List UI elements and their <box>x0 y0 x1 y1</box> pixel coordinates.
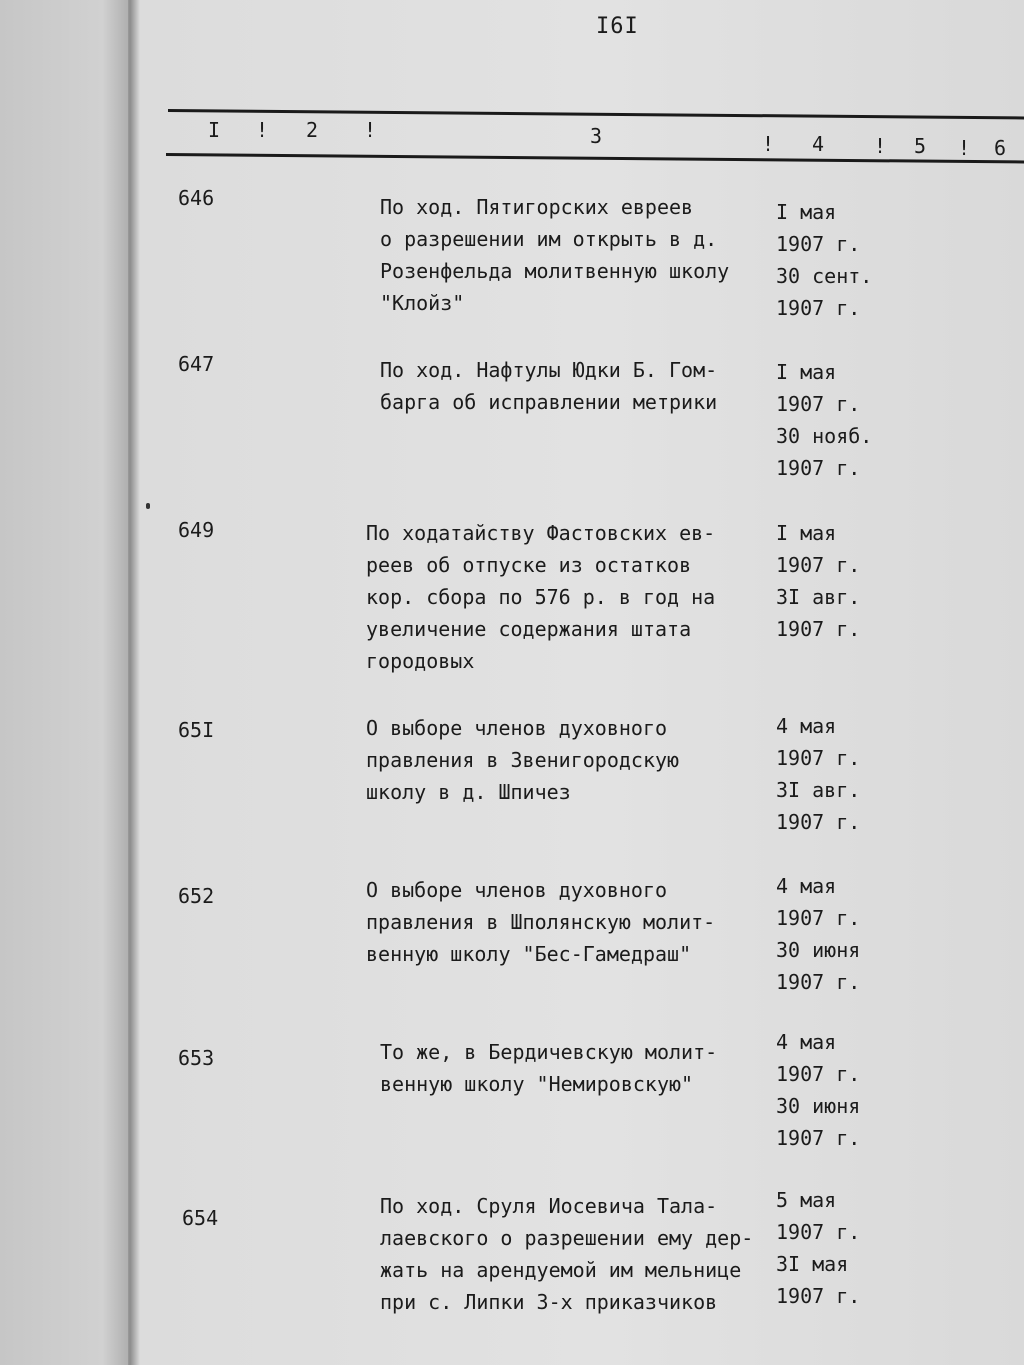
entry-description: То же, в Бердичевскую молит- венную школу "Немировскую" <box>380 1040 718 1096</box>
entry-dates: I мая 1907 г. 30 нояб. 1907 г. <box>776 360 873 480</box>
entry-number: 646 <box>178 186 215 210</box>
column-header-1: I <box>208 118 221 142</box>
entry-number: 647 <box>178 352 215 376</box>
entry-description: О выборе членов духовного правления в Шполянскую молит- венную школу "Бес-Гамедраш" <box>366 878 716 966</box>
entry-number: 654 <box>182 1206 219 1230</box>
entry-dates: 4 мая 1907 г. 30 июня 1907 г. <box>776 874 861 994</box>
table-header-bottom-rule <box>166 153 1024 164</box>
entry-number: 65I <box>178 718 215 742</box>
column-header-4: 4 <box>812 132 825 156</box>
column-header-6: 6 <box>994 136 1007 160</box>
column-header-5: 5 <box>914 134 927 158</box>
entry-description: По ходатайству Фастовских ев- реев об отпуске из остатков кор. сбора по 576 р. в год на увеличение содержания штата городовых <box>366 521 716 673</box>
entry-dates: 4 мая 1907 г. 3I авг. 1907 г. <box>776 714 861 834</box>
entry-description: По ход. Нафтулы Юдки Б. Гом- барга об исправлении метрики <box>380 358 718 414</box>
table-header-top-rule <box>168 109 1024 120</box>
entry-number: 653 <box>178 1046 215 1070</box>
column-separator: ! <box>762 132 775 156</box>
entry-dates: I мая 1907 г. 3I авг. 1907 г. <box>776 521 861 641</box>
entry-description: По ход. Пятигорских евреев о разрешении им открыть в д. Розенфельда молитвенную школу "Клойз" <box>380 195 730 315</box>
column-header-3: 3 <box>590 124 603 148</box>
column-header-2: 2 <box>306 118 319 142</box>
column-separator: ! <box>364 118 377 142</box>
entry-description: О выборе членов духовного правления в Звенигородскую школу в д. Шпичез <box>366 716 680 804</box>
entry-dates: 4 мая 1907 г. 30 июня 1907 г. <box>776 1030 861 1150</box>
entry-description: По ход. Сруля Иосевича Тала- лаевского о разрешении ему дер- жать на арендуемой им мельнице при с. Липки 3-х приказчиков <box>380 1194 754 1314</box>
entry-dates: 5 мая 1907 г. 3I мая 1907 г. <box>776 1188 861 1308</box>
page-number: I6I <box>596 14 639 39</box>
entry-number: 649 <box>178 518 215 542</box>
column-separator: ! <box>874 134 887 158</box>
entry-dates: I мая 1907 г. 30 сент. 1907 г. <box>776 200 873 320</box>
previous-page-edge <box>0 0 128 1365</box>
column-separator: ! <box>256 118 269 142</box>
ink-speck <box>146 503 150 509</box>
entry-number: 652 <box>178 884 215 908</box>
column-separator: ! <box>958 136 971 160</box>
